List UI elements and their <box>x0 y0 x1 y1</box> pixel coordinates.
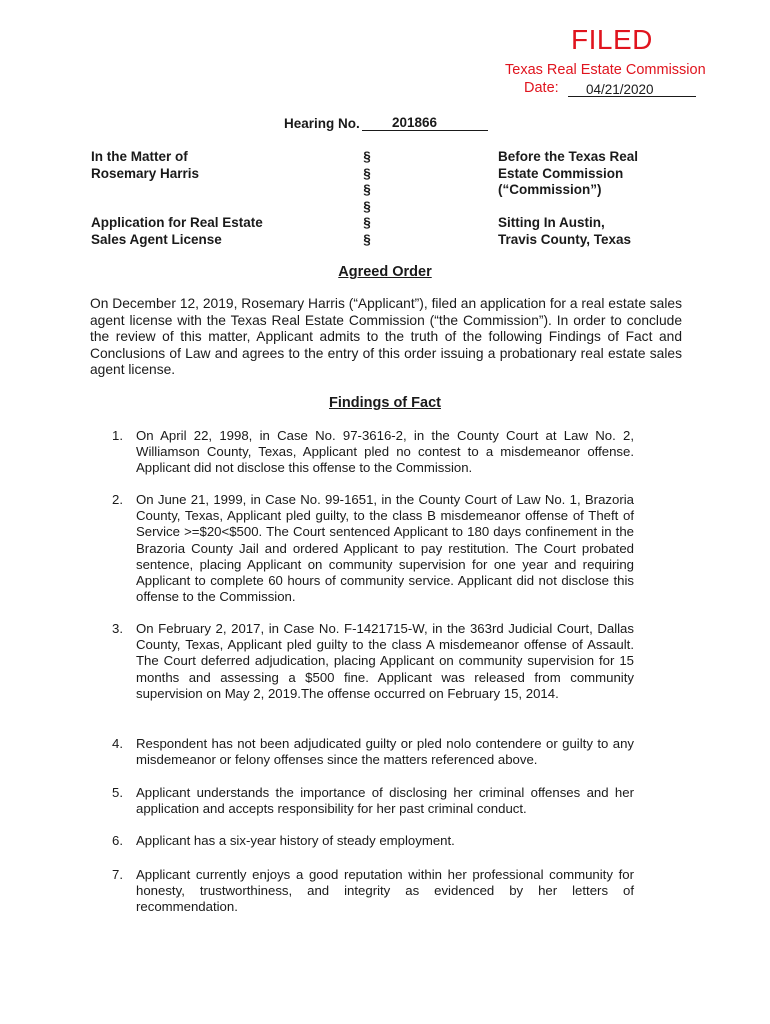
caption-venue-line: Sitting In Austin, <box>498 215 605 230</box>
section-symbol: § <box>363 165 371 181</box>
caption-section-symbols <box>360 149 374 248</box>
finding-number: 4. <box>112 736 123 751</box>
caption-venue-block <box>498 215 631 248</box>
section-symbol: § <box>363 215 371 230</box>
intro-paragraph: On December 12, 2019, Rosemary Harris (“Applicant”), filed an application for a real estate sales agent license with the Texas Real Estate Commission (“the Commission”). In order to conclude the review of this matter, Applicant admits to the truth of the following Findings of Fact and Conclusions of Law and agrees to the entry of this order issuing a probationary real estate sales agent license. <box>90 296 682 377</box>
finding-number: 5. <box>112 785 123 800</box>
filed-stamp-organization: Texas Real Estate Commission <box>505 62 706 78</box>
section-symbol: § <box>363 182 371 197</box>
caption-tribunal-line: Estate Commission <box>498 165 624 181</box>
caption-matter-block <box>91 149 199 182</box>
filed-stamp-date-value: 04/21/2020 <box>586 82 654 97</box>
finding-text: On April 22, 1998, in Case No. 97-3616-2, in the County Court at Law No. 2, Williamson County, Texas, Applicant pled no contest to a misdemeanor offense. Applicant did not disclose this offense to the Commission. <box>136 428 634 476</box>
finding-item <box>112 785 634 817</box>
finding-item <box>112 492 634 605</box>
section-symbol: § <box>363 198 371 214</box>
finding-item <box>112 621 634 702</box>
finding-text: Applicant has a six-year history of steady employment. <box>136 833 455 848</box>
agreed-order-heading: Agreed Order <box>338 264 432 280</box>
finding-number: 7. <box>112 867 123 882</box>
finding-item <box>112 867 634 916</box>
caption-application-block <box>91 215 263 248</box>
finding-item <box>112 428 634 477</box>
caption-tribunal-block <box>498 149 638 199</box>
filed-stamp-date-label: Date: <box>524 80 559 96</box>
caption-matter-line: In the Matter of <box>91 149 188 164</box>
finding-item <box>112 833 634 849</box>
caption-venue-line: Travis County, Texas <box>498 231 632 247</box>
filed-stamp-title: FILED <box>571 24 653 55</box>
finding-number: 1. <box>112 428 123 443</box>
caption-party-name: Rosemary Harris <box>91 165 200 181</box>
finding-number: 6. <box>112 833 123 848</box>
finding-number: 3. <box>112 621 123 636</box>
section-symbol: § <box>363 149 371 164</box>
caption-license-type: Sales Agent License <box>91 231 222 247</box>
finding-number: 2. <box>112 492 123 507</box>
caption-tribunal-line: Before the Texas Real <box>498 149 639 164</box>
finding-text: On June 21, 1999, in Case No. 99-1651, in the County Court of Law No. 1, Brazoria County, Texas, Applicant pled guilty, to the class B misdemeanor offense of Theft of Service >=$20<$500. The Court sentenced Applicant to 180 days confinement in the Brazoria County Jail and ordered Applicant to pay restitution. The Court probated sentence, placing Applicant on community supervision for one year and requiring Applicant to complete 60 hours of community service. Applicant did not disclose this offense to the Commission. <box>136 492 634 605</box>
finding-text: Respondent has not been adjudicated guilty or pled nolo contendere or guilty to any misdemeanor or felony offenses since the matters referenced above. <box>136 736 634 768</box>
finding-text: Applicant understands the importance of disclosing her criminal offenses and her application and accepts responsibility for her past criminal conduct. <box>136 785 634 817</box>
section-symbol: § <box>363 231 371 247</box>
finding-item <box>112 736 634 768</box>
hearing-number-value: 201866 <box>392 115 438 130</box>
caption-application-line: Application for Real Estate <box>91 215 263 230</box>
finding-text: On February 2, 2017, in Case No. F-1421715-W, in the 363rd Judicial Court, Dallas County, Texas, Applicant pled guilty to the class A misdemeanor offense of Assault. The Court deferred adjudication, placing Applicant on community supervision for 15 months and assessing a $500 fine. Applicant was released from community supervision on May 2, 2019.The offense occurred on February 15, 2014. <box>136 621 634 701</box>
finding-text: Applicant currently enjoys a good reputation within her professional community for honesty, trustworthiness, and integrity as evidenced by her letters of recommendation. <box>136 867 634 915</box>
hearing-number-label: Hearing No. <box>284 116 360 131</box>
findings-of-fact-heading: Findings of Fact <box>329 395 441 411</box>
hearing-number-underline <box>362 130 488 131</box>
caption-tribunal-line: (“Commission”) <box>498 182 602 197</box>
